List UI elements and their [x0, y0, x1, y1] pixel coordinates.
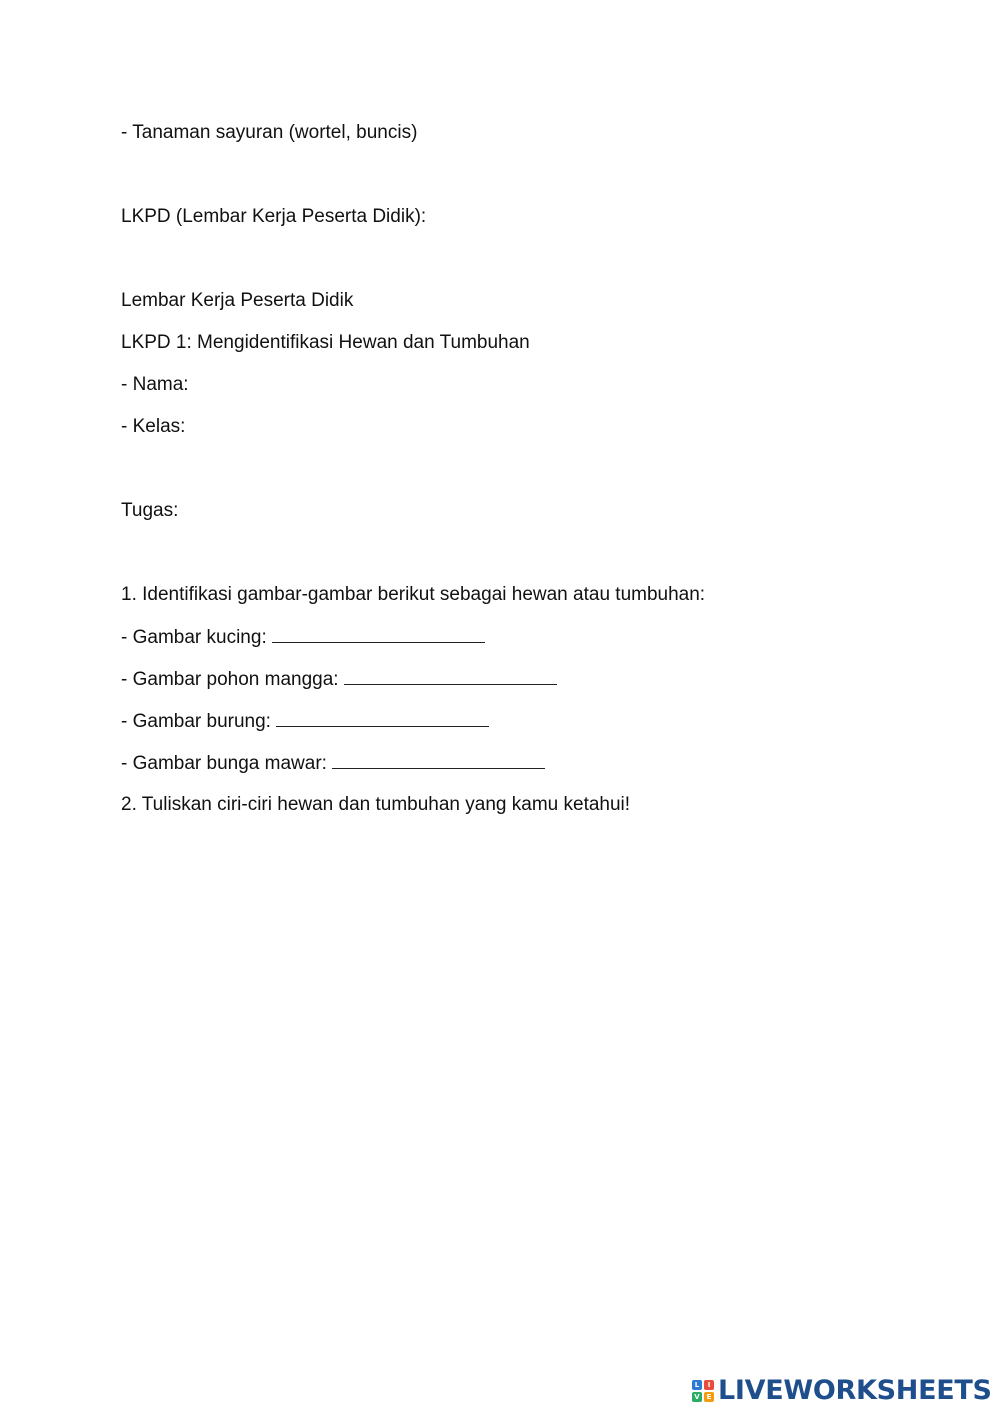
vegetables-line: - Tanaman sayuran (wortel, buncis): [121, 122, 418, 143]
task-heading: Tugas:: [121, 500, 179, 521]
answer-blank-bird[interactable]: [276, 709, 489, 727]
logo-letter-l: L: [692, 1380, 702, 1390]
answer-blank-mango[interactable]: [344, 667, 557, 685]
logo-letter-e: E: [704, 1392, 714, 1402]
answer-blank-cat[interactable]: [272, 625, 485, 643]
logo-letter-v: V: [692, 1392, 702, 1402]
item-rose-label: - Gambar bunga mawar:: [121, 753, 327, 774]
logo-letter-i: I: [704, 1380, 714, 1390]
item-mango: [121, 667, 557, 692]
lkpd-heading: LKPD (Lembar Kerja Peserta Didik):: [121, 206, 427, 227]
item-cat-label: - Gambar kucing:: [121, 627, 267, 648]
item-rose: [121, 751, 545, 776]
answer-blank-rose[interactable]: [332, 751, 545, 769]
logo-squares-icon: [692, 1380, 714, 1402]
item-bird: [121, 709, 489, 734]
task1-instruction: 1. Identifikasi gambar-gambar berikut sebagai hewan atau tumbuhan:: [121, 584, 706, 605]
item-cat: [121, 625, 485, 650]
logo-text: LIVEWORKSHEETS: [718, 1375, 992, 1406]
lkpd1-title: LKPD 1: Mengidentifikasi Hewan dan Tumbuhan: [121, 332, 530, 353]
item-bird-label: - Gambar burung:: [121, 711, 271, 732]
liveworksheets-logo: [692, 1374, 992, 1408]
name-field-label: - Nama:: [121, 374, 189, 395]
item-mango-label: - Gambar pohon mangga:: [121, 669, 339, 690]
task2-instruction: 2. Tuliskan ciri-ciri hewan dan tumbuhan yang kamu ketahui!: [121, 794, 631, 815]
class-field-label: - Kelas:: [121, 416, 186, 437]
sheet-title: Lembar Kerja Peserta Didik: [121, 290, 354, 311]
